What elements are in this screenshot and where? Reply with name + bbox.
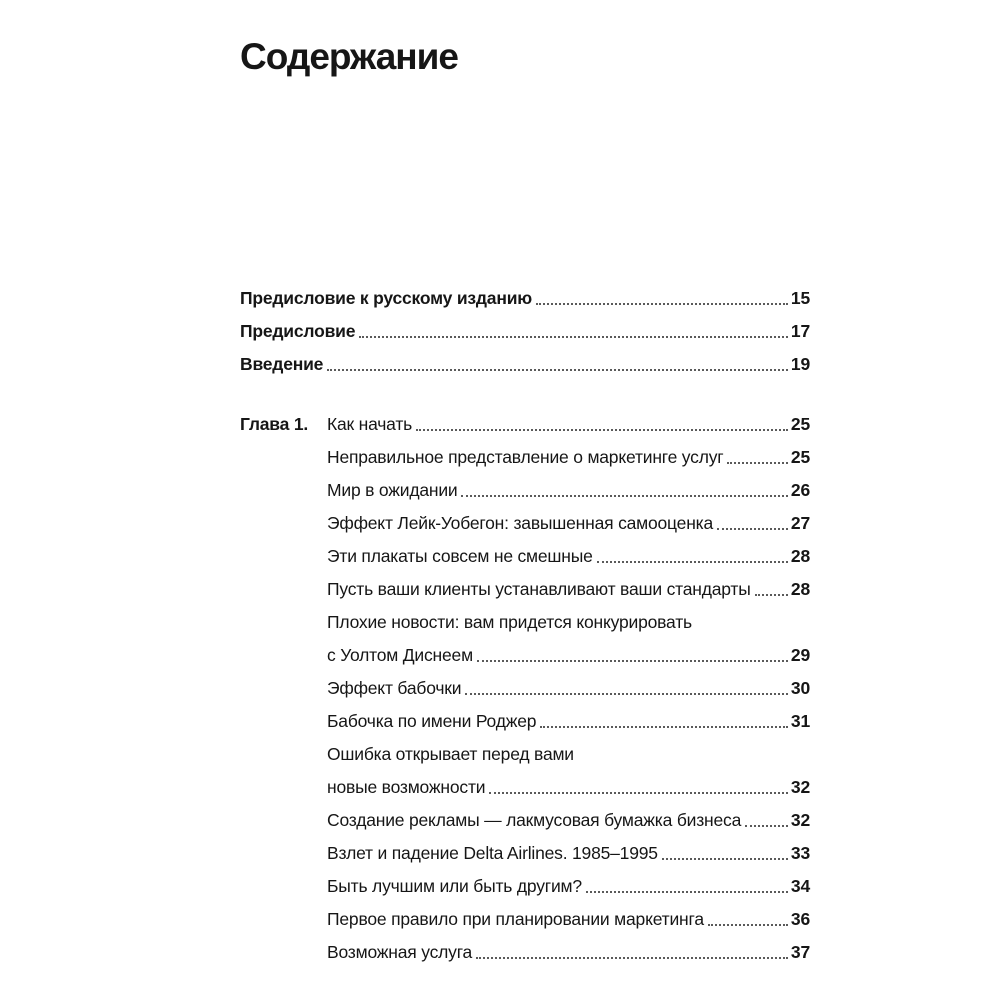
entry-title: Возможная услуга	[327, 942, 473, 962]
toc-entry	[240, 309, 810, 342]
entry-title: Создание рекламы — лакмусовая бумажка бизнеса	[327, 810, 742, 830]
dot-leader	[476, 957, 788, 959]
page-number: 36	[790, 909, 810, 929]
page-number: 28	[790, 579, 810, 599]
entry-title: Мир в ожидании	[327, 480, 458, 500]
toc-entry	[240, 831, 810, 864]
toc-entry	[240, 342, 810, 375]
entry-title: Пусть ваши клиенты устанавливают ваши стандарты	[327, 579, 751, 599]
toc-entry	[240, 534, 810, 567]
toc-entry	[240, 765, 810, 798]
chapter-gap	[240, 375, 810, 402]
toc-entry	[240, 666, 810, 699]
dot-leader	[708, 924, 788, 926]
entry-title: Эффект бабочки	[327, 678, 462, 698]
page-number: 31	[790, 711, 810, 731]
entry-title: Эти плакаты совсем не смешные	[327, 546, 593, 566]
entry-title: новые возможности	[327, 777, 486, 797]
page-number: 15	[790, 288, 810, 308]
page-number: 37	[790, 942, 810, 962]
entry-title: Введение	[240, 354, 324, 374]
toc-entry	[240, 435, 810, 468]
entry-title: Быть лучшим или быть другим?	[327, 876, 582, 896]
dot-leader	[755, 594, 788, 596]
page-number: 30	[790, 678, 810, 698]
dot-leader	[489, 792, 788, 794]
entry-title: Как начать	[327, 414, 413, 434]
entry-title: Предисловие к русскому изданию	[240, 288, 532, 308]
dot-leader	[662, 858, 788, 860]
entry-title: с Уолтом Диснеем	[327, 645, 473, 665]
entry-title: Неправильное представление о маркетинге услуг	[327, 447, 724, 467]
toc-entry	[240, 402, 810, 435]
dot-leader	[327, 369, 788, 371]
toc-entry	[240, 864, 810, 897]
toc-entry	[240, 501, 810, 534]
dot-leader	[540, 726, 788, 728]
toc-entry	[240, 276, 810, 309]
toc-entry	[240, 798, 810, 831]
entry-title: Ошибка открывает перед вами	[327, 744, 574, 764]
page-number: 28	[790, 546, 810, 566]
toc-entry	[240, 930, 810, 963]
dot-leader	[727, 462, 787, 464]
page-title: Содержание	[240, 36, 458, 77]
page-number: 32	[790, 810, 810, 830]
dot-leader	[536, 303, 788, 305]
entry-title: Эффект Лейк-Уобегон: завышенная самооценка	[327, 513, 714, 533]
page-number: 25	[790, 414, 810, 434]
page-number: 19	[790, 354, 810, 374]
dot-leader	[597, 561, 788, 563]
dot-leader	[745, 825, 788, 827]
page-number: 26	[790, 480, 810, 500]
toc-entry	[240, 468, 810, 501]
page-number: 34	[790, 876, 810, 896]
entry-title: Плохие новости: вам придется конкурировать	[327, 612, 692, 632]
page-number: 25	[790, 447, 810, 467]
dot-leader	[416, 429, 788, 431]
entry-title: Бабочка по имени Роджер	[327, 711, 537, 731]
toc-entry	[240, 567, 810, 600]
toc-entry	[240, 633, 810, 666]
toc-entry	[240, 699, 810, 732]
page-number: 32	[790, 777, 810, 797]
dot-leader	[586, 891, 788, 893]
dot-leader	[717, 528, 788, 530]
page-number: 27	[790, 513, 810, 533]
dot-leader	[465, 693, 788, 695]
page-number: 17	[790, 321, 810, 341]
dot-leader	[477, 660, 788, 662]
entry-title: Предисловие	[240, 321, 356, 341]
toc-entry	[240, 732, 810, 765]
chapter-label: Глава 1.	[240, 414, 309, 434]
toc-entry	[240, 600, 810, 633]
toc-entry	[240, 897, 810, 930]
entry-title: Взлет и падение Delta Airlines. 1985–1995	[327, 843, 658, 863]
toc-list	[240, 276, 810, 963]
page-number: 29	[790, 645, 810, 665]
page-number: 33	[790, 843, 810, 863]
dot-leader	[359, 336, 788, 338]
entry-title: Первое правило при планировании маркетинга	[327, 909, 704, 929]
dot-leader	[461, 495, 787, 497]
